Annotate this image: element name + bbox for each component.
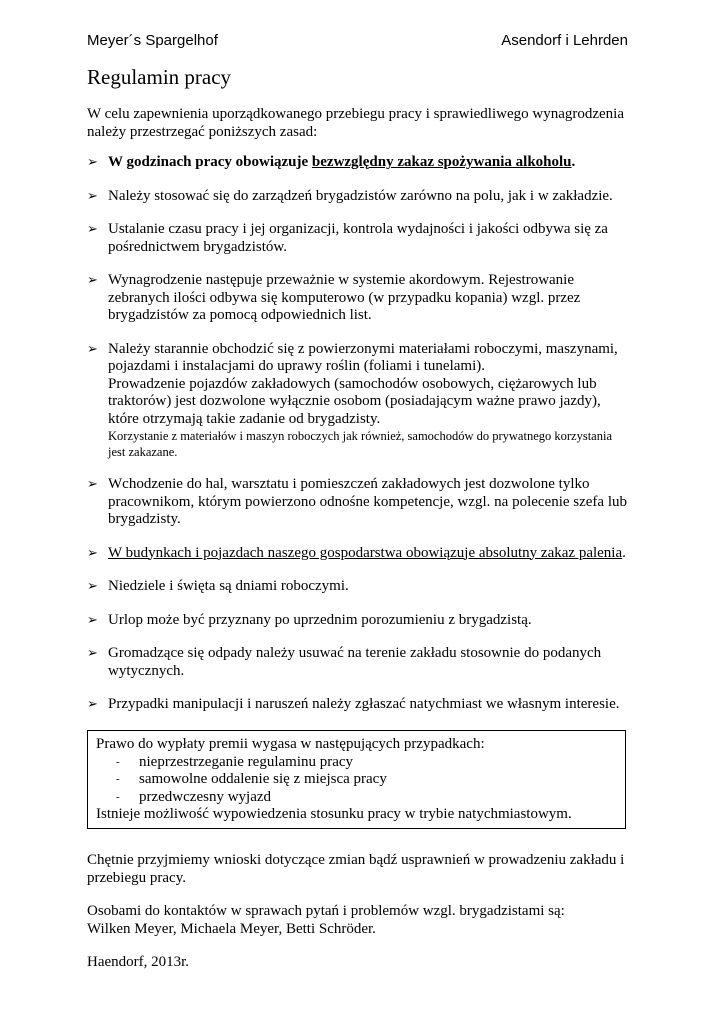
- place-date: Haendorf, 2013r.: [87, 954, 190, 970]
- header-location: Asendorf i Lehrden: [501, 32, 628, 49]
- intro-paragraph: W celu zapewnienia uporządkowanego przebiegu pracy i sprawiedliwego wynagrodzenia należy przestrzegać poniższych zasad:: [87, 106, 624, 140]
- rule-foremen-orders: ➢ Należy stosować się do zarządzeń brygadzistów zarówno na polu, jak i w zakładzie.: [87, 187, 613, 204]
- arrow-bullet-icon: ➢: [87, 477, 98, 492]
- box-list: [96, 754, 617, 807]
- header-company: Meyer´s Spargelhof: [87, 32, 218, 49]
- contact-names: Wilken Meyer, Michaela Meyer, Betti Schröder.: [87, 921, 376, 937]
- arrow-bullet-icon: ➢: [87, 155, 98, 170]
- box-list-item: - nieprzestrzeganie regulaminu pracy: [116, 753, 354, 770]
- rule-access: ➢ Wchodzenie do hal, warsztatu i pomieszczeń zakładowych jest dozwolone tylko pracownikom, którym powierzono odnośne kompetencje, wzgl. na polecenie szefa lub brygadzisty.: [87, 476, 628, 527]
- rule-pay: ➢ Wynagrodzenie następuje przeważnie w systemie akordowym. Rejestrowanie zebranych ilości odbywa się komputerowo (w przypadku kopania) wzgl. przez brygadzistów za pomocą odpowiednich list.: [87, 272, 581, 323]
- arrow-bullet-icon: ➢: [87, 579, 98, 594]
- rule-alcohol: ➢ W godzinach pracy obowiązuje bezwzględny zakaz spożywania alkoholu.: [87, 154, 576, 170]
- arrow-bullet-icon: ➢: [87, 341, 98, 357]
- rule-materials: ➢ Należy starannie obchodzić się z powierzonymi materiałami roboczymi, maszynami, pojazdami i instalacjami do uprawy roślin (foliami i tunelami). Prowadzenie pojazdów zakładowych (samochodów osobowych, ciężarowych lub traktorów) jest dozwolone wyłącznie osobom (posiadającym ważne prawo jazdy), które otrzymają takie zadanie od brygadzisty. Korzystanie z materiałów i maszyn roboczych jak również, samochodów do prywatnego korzystania jest zakazane.: [87, 340, 618, 459]
- closing-contacts: Osobami do kontaktów w sprawach pytań i problemów wzgl. brygadzistami są: Wilken Meyer, Michaela Meyer, Betti Schröder.: [87, 902, 632, 938]
- rule-smoking: ➢ W budynkach i pojazdach naszego gospodarstwa obowiązuje absolutny zakaz palenia.: [87, 544, 626, 561]
- rule-leave: ➢ Urlop może być przyznany po uprzednim porozumieniu z brygadzistą.: [87, 611, 532, 628]
- arrow-bullet-icon: ➢: [87, 273, 98, 288]
- page-title: Regulamin pracy: [87, 65, 232, 89]
- arrow-bullet-icon: ➢: [87, 646, 98, 661]
- rule-waste: ➢ Gromadzące się odpady należy usuwać na terenie zakładu stosownie do podanych wytycznych.: [87, 645, 602, 679]
- rule-work-time: ➢ Ustalanie czasu pracy i jej organizacji, kontrola wydajności i jakości odbywa się za pośrednictwem brygadzistów.: [87, 221, 608, 255]
- rules-list: [87, 154, 632, 730]
- box-intro: Prawo do wypłaty premii wygasa w następujących przypadkach:: [96, 736, 485, 752]
- arrow-bullet-icon: ➢: [87, 697, 98, 712]
- bonus-forfeit-box: [87, 730, 626, 829]
- box-list-item: - przedwczesny wyjazd: [116, 788, 272, 805]
- arrow-bullet-icon: ➢: [87, 188, 98, 204]
- rule-violations: ➢ Przypadki manipulacji i naruszeń należy zgłaszać natychmiast we własnym interesie.: [87, 696, 620, 712]
- arrow-bullet-icon: ➢: [87, 612, 98, 628]
- arrow-bullet-icon: ➢: [87, 545, 98, 561]
- rule-sundays: ➢ Niedziele i święta są dniami roboczymi.: [87, 578, 349, 594]
- box-outro: Istnieje możliwość wypowiedzenia stosunku pracy w trybie natychmiastowym.: [96, 806, 572, 822]
- arrow-bullet-icon: ➢: [87, 222, 98, 237]
- box-list-item: - samowolne oddalenie się z miejsca pracy: [116, 771, 387, 787]
- closing-suggestions: Chętnie przyjmiemy wnioski dotyczące zmian bądź usprawnień w prowadzeniu zakładu i przebiegu pracy.: [87, 852, 625, 886]
